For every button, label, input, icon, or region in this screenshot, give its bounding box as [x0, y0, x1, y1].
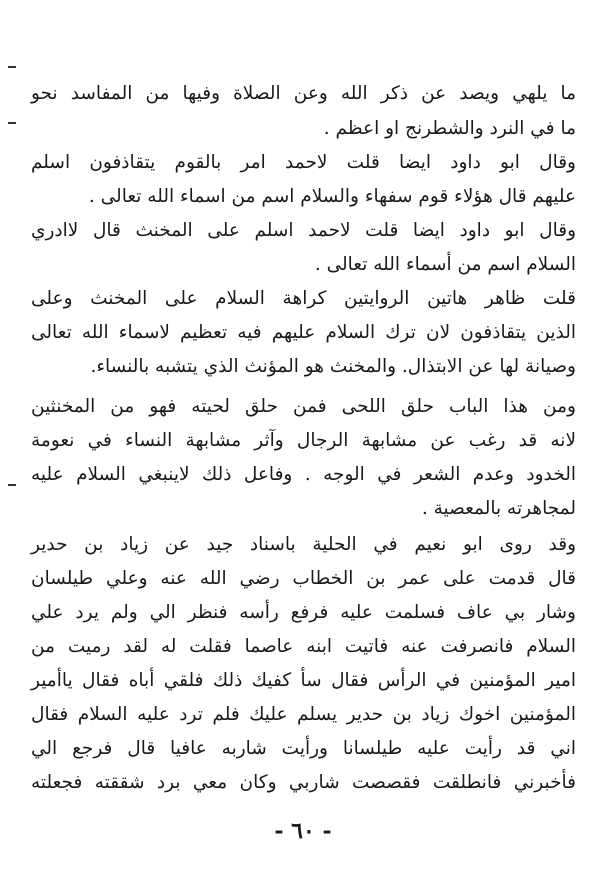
text-line: وقد روى ابو نعيم في الحلية باسناد جيد عن زياد بن حدير	[31, 534, 576, 555]
text-line: اني قد رأيت عليه طيلسانا ورأيت شاربه عافيا قال فرجع الي	[31, 738, 576, 759]
margin-mark	[8, 66, 16, 68]
text-line: قلت ظاهر هاتين الروايتين كراهة السلام على المخنث وعلى	[31, 288, 576, 309]
text-line: امير المؤمنين في الرأس فقال سأ كفيك ذلك فلقي أباه فقال ياأمير	[31, 670, 576, 691]
text-line: ما يلهي ويصد عن ذكر الله وعن الصلاة وفيها من المفاسد نحو	[31, 83, 576, 104]
text-line: وصيانة لها عن الابتذال. والمخنث هو المؤنث الذي يتشبه بالنساء.	[90, 356, 576, 377]
text-line: الذين يتقاذفون لان ترك السلام عليهم فيه تعظيم لاسماء الله تعالى	[31, 322, 576, 343]
text-line: السلام اسم من أسماء الله تعالى .	[314, 254, 576, 275]
text-line: لمجاهرته بالمعصية .	[421, 498, 576, 519]
text-line: وشار بي عاف فسلمت عليه فرفع رأسه فنظر الي ولم يرد علي	[31, 602, 576, 623]
page-number: - ٦٠ -	[274, 818, 332, 844]
text-line: وقال ابو داود ايضا قلت لاحمد اسلم على المخنث قال لاادري	[31, 220, 576, 241]
text-line: ما في النرد والشطرنج او اعظم .	[323, 118, 576, 139]
text-line: وقال ابو داود ايضا قلت لاحمد امر بالقوم يتقاذفون اسلم	[31, 152, 576, 173]
text-line: قال قدمت على عمر بن الخطاب رضي الله عنه وعلي طيلسان	[31, 568, 576, 589]
text-line: السلام فانصرفت عنه فاتيت ابنه عاصما فقلت له لقد رميت من	[31, 636, 576, 657]
margin-mark	[8, 484, 16, 486]
text-line: الخدود وعدم الشعر في الوجه . وفاعل ذلك لاينبغي السلام عليه	[31, 464, 576, 485]
text-line: فأخبرني فانطلقت فقصصت شاربي وكان معي برد شققته فجعلته	[31, 772, 576, 793]
text-line: ومن هذا الباب حلق اللحى فمن حلق لحيته فهو من المخنثين	[31, 396, 576, 417]
text-line: لانه قد رغب عن مشابهة الرجال وآثر مشابهة النساء في نعومة	[31, 430, 576, 451]
text-line: عليهم قال هؤلاء قوم سفهاء والسلام اسم من اسماء الله تعالى .	[88, 186, 576, 207]
text-line: المؤمنين اخوك زياد بن حدير يسلم عليك فلم ترد عليه السلام فقال	[31, 704, 576, 725]
margin-mark	[8, 122, 16, 124]
